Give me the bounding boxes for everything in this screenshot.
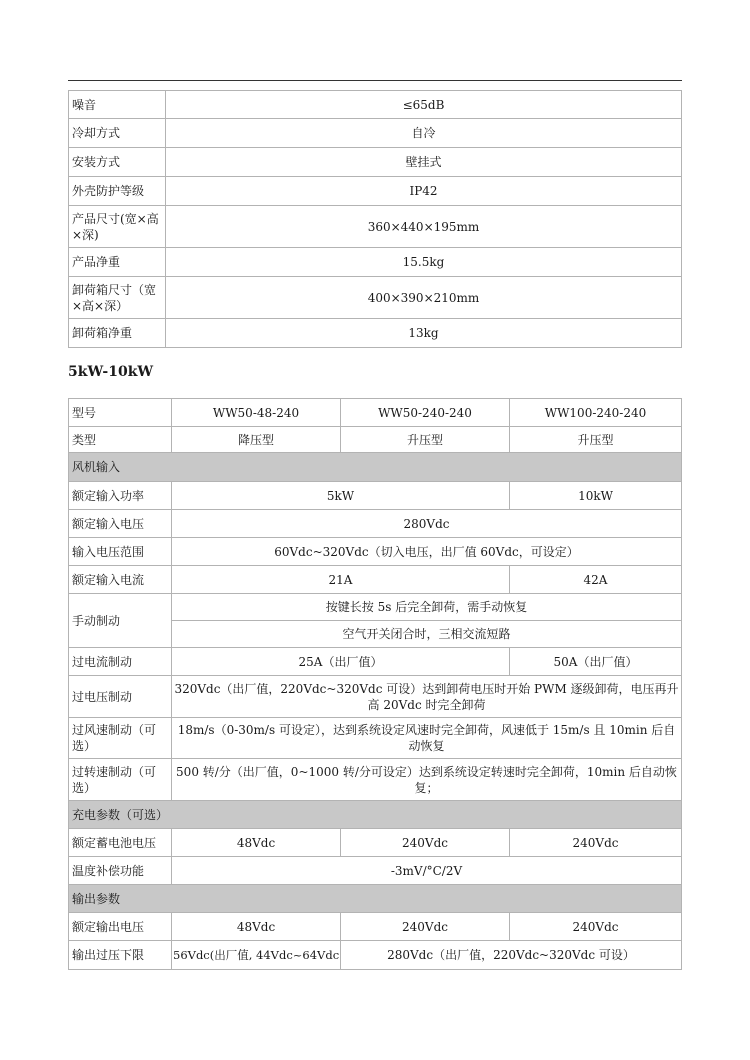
spec-table-general [68,90,682,348]
output-header: 输出参数 [69,885,681,913]
battery-voltage-1: 48Vdc [172,829,341,857]
row-value-cooling: 自冷 [166,119,681,148]
row-label-product-size: 产品尺寸(宽×高×深) [69,206,166,248]
row-label-cooling: 冷却方式 [69,119,166,148]
rated-output-voltage-2: 240Vdc [341,913,510,941]
rated-input-current-b: 42A [510,566,681,594]
table-row [69,91,681,119]
table-row [69,857,681,885]
overvoltage-value: 320Vdc（出厂值，220Vdc~320Vdc 可设）达到卸荷电压时开始 PWM 逐级卸荷，电压再升高 20Vdc 时完全卸荷 [172,676,681,718]
rated-input-current-a: 21A [172,566,510,594]
rated-output-voltage-1: 48Vdc [172,913,341,941]
input-voltage-range: 60Vdc~320Vdc（切入电压，出厂值 60Vdc，可设定） [172,538,681,566]
overspeed-wind-label: 过风速制动（可选） [69,718,172,759]
model-3: WW100-240-240 [510,399,681,427]
rated-output-voltage-3: 240Vdc [510,913,681,941]
manual-brake-2: 空气开关闭合时，三相交流短路 [172,621,681,648]
table-row [69,277,681,319]
spec-table-5-10kw [68,398,682,970]
table-row [69,119,681,148]
section-heading: 5kW-10kW [68,364,154,380]
row-value-ip-rating: IP42 [166,177,681,206]
table-row [69,319,681,347]
wind-input-header: 风机输入 [69,453,681,482]
overspeed-wind-value: 18m/s（0-30m/s 可设定），达到系统设定风速时完全卸荷，风速低于 15m/s 且 10min 后自动恢复 [172,718,681,759]
type-2: 升压型 [341,427,510,453]
row-label-net-weight: 产品净重 [69,248,166,277]
table-row [69,566,681,594]
top-rule [68,80,682,81]
rated-input-power-label: 额定输入功率 [69,482,172,510]
model-1: WW50-48-240 [172,399,341,427]
table-row [69,829,681,857]
temp-comp-value: -3mV/°C/2V [172,857,681,885]
output-ov-lower-b: 280Vdc（出厂值，220Vdc~320Vdc 可设） [387,948,635,962]
table-row [69,759,681,801]
model-2: WW50-240-240 [341,399,510,427]
section-row-output [69,885,681,913]
table-row [69,177,681,206]
row-value-dump-box-weight: 13kg [408,326,439,340]
row-label-ip-rating: 外壳防护等级 [69,177,166,206]
table-row [69,594,681,621]
table-row [69,206,681,248]
row-label-noise: 噪音 [69,91,166,119]
battery-voltage-3: 240Vdc [510,829,681,857]
output-ov-lower-label: 输出过压下限 [69,941,172,969]
rated-input-power-b: 10kW [510,482,681,510]
table-row [69,538,681,566]
battery-voltage-label: 额定蓄电池电压 [69,829,172,857]
table-row [69,482,681,510]
table-row [69,510,681,538]
table-row [69,399,681,427]
table-row [69,676,681,718]
row-value-product-size: 360×440×195mm [166,206,681,248]
overcurrent-b: 50A（出厂值） [510,648,681,676]
table-row [69,648,681,676]
model-label: 型号 [69,399,172,427]
output-ov-lower-a: 56Vdc(出厂值, 44Vdc~64Vdc [172,941,341,969]
overspeed-rot-value: 500 转/分（出厂值，0~1000 转/分可设定）达到系统设定转速时完全卸荷，10min 后自动恢复； [172,759,681,801]
row-value-net-weight: 15.5kg [166,248,681,277]
rated-input-power-a: 5kW [172,482,510,510]
rated-input-voltage: 280Vdc [172,510,681,538]
type-3: 升压型 [510,427,681,453]
section-row-charge [69,801,681,829]
row-label-dump-box-size: 卸荷箱尺寸（宽×高×深） [69,277,166,319]
overcurrent-a: 25A（出厂值） [172,648,510,676]
row-value-noise: ≤65dB [166,91,681,119]
table-row [69,248,681,277]
row-value-dump-box-size: 400×390×210mm [166,277,681,319]
table-row [69,941,681,969]
type-1: 降压型 [172,427,341,453]
section-row-wind-input [69,453,681,482]
row-label-mounting: 安装方式 [69,148,166,177]
overcurrent-label: 过电流制动 [69,648,172,676]
charge-header: 充电参数（可选） [69,801,681,829]
table-row [69,718,681,759]
row-label-dump-box-weight: 卸荷箱净重 [69,319,166,347]
input-voltage-range-label: 输入电压范围 [69,538,172,566]
temp-comp-label: 温度补偿功能 [69,857,172,885]
rated-input-voltage-label: 额定输入电压 [69,510,172,538]
manual-brake-1: 按键长按 5s 后完全卸荷，需手动恢复 [172,594,681,621]
overvoltage-label: 过电压制动 [69,676,172,718]
battery-voltage-2: 240Vdc [341,829,510,857]
row-value-mounting: 壁挂式 [166,148,681,177]
table-row [69,148,681,177]
table-row [69,427,681,453]
type-label: 类型 [69,427,172,453]
manual-brake-label: 手动制动 [69,594,172,648]
rated-output-voltage-label: 额定输出电压 [69,913,172,941]
rated-input-current-label: 额定输入电流 [69,566,172,594]
overspeed-rot-label: 过转速制动（可选） [69,759,172,801]
table-row [69,913,681,941]
